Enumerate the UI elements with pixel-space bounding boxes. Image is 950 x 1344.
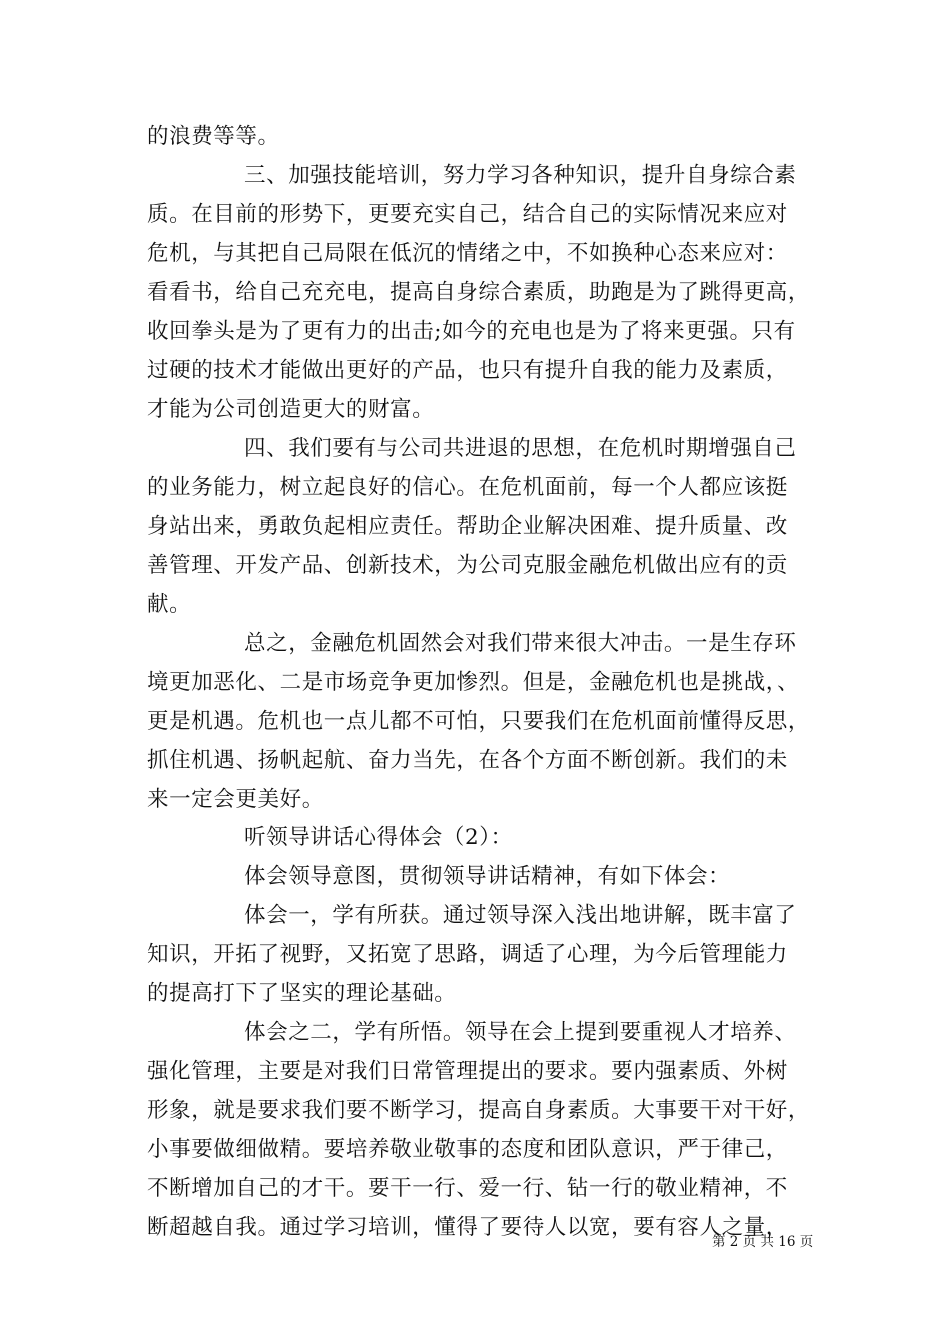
text-line: 身站出来，勇敢负起相应责任。帮助企业解决困难、提升质量、改 bbox=[147, 514, 788, 539]
text-line: 更是机遇。危机也一点儿都不可怕，只要我们在危机面前懂得反思， bbox=[147, 709, 811, 734]
text-line: 四、我们要有与公司共进退的思想，在危机时期增强自己 bbox=[244, 436, 797, 461]
text-line: 过硬的技术才能做出更好的产品，也只有提升自我的能力及素质， bbox=[147, 358, 788, 383]
text-line: 小事要做细做精。要培养敬业敬事的态度和团队意识，严于律己， bbox=[147, 1137, 788, 1162]
text-line: 献。 bbox=[147, 592, 192, 617]
text-line: 三、加强技能培训，努力学习各种知识，提升自身综合素 bbox=[244, 163, 797, 188]
text-line: 抓住机遇、扬帆起航、奋力当先，在各个方面不断创新。我们的未 bbox=[147, 748, 788, 773]
text-line: 的浪费等等。 bbox=[147, 124, 280, 149]
text-line: 知识，开拓了视野，又拓宽了思路，调适了心理，为今后管理能力 bbox=[147, 942, 788, 967]
text-line: 体会领导意图，贯彻领导讲话精神，有如下体会： bbox=[244, 864, 731, 889]
text-line: 不断增加自己的才干。要干一行、爱一行、钻一行的敬业精神，不 bbox=[147, 1176, 788, 1201]
text-line: 看看书，给自己充充电，提高自身综合素质，助跑是为了跳得更高， bbox=[147, 280, 811, 305]
text-line: 收回拳头是为了更有力的出击;如今的充电也是为了将来更强。只有 bbox=[147, 319, 796, 344]
text-line: 的提高打下了坚实的理论基础。 bbox=[147, 981, 457, 1006]
section-heading: 听领导讲话心得体会（2）： bbox=[244, 825, 513, 850]
text-line: 才能为公司创造更大的财富。 bbox=[147, 397, 435, 422]
text-line: 形象，就是要求我们要不断学习，提高自身素质。大事要干对干好， bbox=[147, 1098, 811, 1123]
text-line: 断超越自我。通过学习培训，懂得了要待人以宽，要有容人之量， bbox=[147, 1215, 788, 1240]
text-line: 质。在目前的形势下，更要充实自己，结合自己的实际情况来应对 bbox=[147, 202, 788, 227]
text-line: 境更加恶化、二是市场竞争更加惨烈。但是，金融危机也是挑战，、 bbox=[147, 670, 800, 695]
text-line: 总之，金融危机固然会对我们带来很大冲击。一是生存环 bbox=[244, 631, 797, 656]
text-line: 危机，与其把自己局限在低沉的情绪之中，不如换种心态来应对： bbox=[147, 241, 788, 266]
text-line: 体会之二，学有所悟。领导在会上提到要重视人才培养、 bbox=[244, 1020, 797, 1045]
text-line: 来一定会更美好。 bbox=[147, 787, 324, 812]
text-line: 体会一，学有所获。通过领导深入浅出地讲解，既丰富了 bbox=[244, 903, 797, 928]
text-line: 善管理、开发产品、创新技术，为公司克服金融危机做出应有的贡 bbox=[147, 553, 788, 578]
text-line: 的业务能力，树立起良好的信心。在危机面前，每一个人都应该挺 bbox=[147, 475, 788, 500]
text-line: 强化管理，主要是对我们日常管理提出的要求。要内强素质、外树 bbox=[147, 1059, 788, 1084]
page-number: 第 2 页 共 16 页 bbox=[712, 1234, 814, 1250]
